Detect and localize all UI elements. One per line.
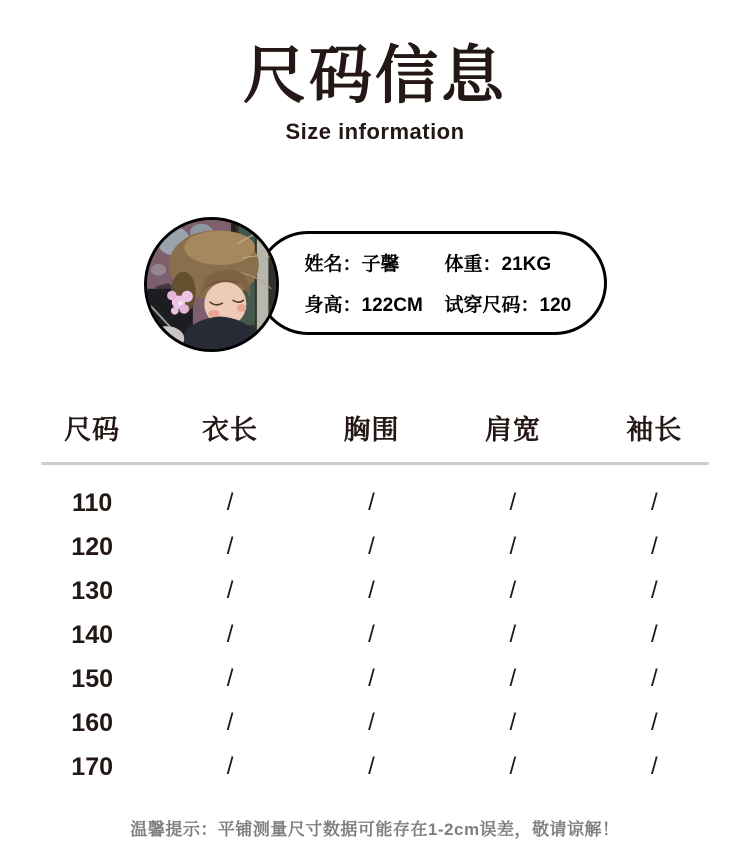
value-cell: /	[226, 533, 234, 561]
field-value: 122CM	[361, 295, 423, 317]
footer-note: 温馨提示：平铺测量尺寸数据可能存在1-2cm误差，敬请谅解！	[130, 820, 620, 840]
value-cell: /	[368, 665, 375, 693]
value-cell: /	[226, 665, 234, 693]
value-cell: /	[226, 621, 234, 649]
field-separator: ：	[482, 254, 502, 276]
value-cell: /	[509, 577, 517, 605]
column-header: 衣长	[202, 415, 259, 446]
size-cell: 130	[71, 576, 114, 605]
size-cell: 140	[71, 620, 114, 649]
column-header: 袖长	[626, 415, 683, 446]
value-cell: /	[650, 533, 658, 561]
table-body	[25, 481, 725, 789]
value-cell: /	[509, 709, 517, 737]
value-cell: /	[509, 489, 517, 517]
value-cell: /	[368, 621, 375, 649]
value-cell: /	[650, 621, 658, 649]
field-label: 试穿尺码	[444, 295, 521, 317]
value-cell: /	[509, 753, 517, 781]
size-table	[25, 408, 725, 789]
model-field-name	[305, 249, 445, 276]
field-label: 身高	[304, 295, 343, 317]
model-field-height	[305, 290, 445, 317]
model-field-weight	[445, 249, 572, 276]
table-row	[25, 613, 725, 657]
value-cell: /	[368, 709, 375, 737]
size-cell: 170	[71, 752, 114, 781]
field-label: 姓名	[304, 254, 343, 276]
size-cell: 120	[71, 532, 114, 561]
table-row	[25, 481, 725, 525]
table-row	[25, 701, 725, 745]
table-row	[25, 657, 725, 701]
model-info-card	[144, 217, 607, 352]
size-cell: 110	[71, 488, 113, 517]
field-separator: ：	[342, 254, 362, 276]
field-value: 子馨	[361, 254, 400, 276]
value-cell: /	[368, 533, 375, 561]
value-cell: /	[509, 665, 517, 693]
field-label: 体重	[444, 254, 483, 276]
value-cell: /	[226, 489, 234, 517]
page-title: 尺码信息	[243, 41, 507, 111]
size-cell: 150	[71, 664, 114, 693]
value-cell: /	[650, 753, 658, 781]
value-cell: /	[650, 665, 658, 693]
field-separator: ：	[342, 295, 362, 317]
value-cell: /	[368, 577, 375, 605]
table-row	[25, 569, 725, 613]
value-cell: /	[509, 621, 517, 649]
value-cell: /	[509, 533, 517, 561]
model-field-fit-size	[445, 290, 572, 317]
column-header: 胸围	[343, 415, 400, 446]
field-value: 120	[539, 295, 572, 317]
value-cell: /	[226, 709, 234, 737]
column-header: 肩宽	[484, 415, 541, 446]
header-divider	[41, 462, 709, 465]
value-cell: /	[368, 753, 375, 781]
value-cell: /	[650, 489, 658, 517]
value-cell: /	[368, 489, 375, 517]
model-info-pill	[256, 231, 607, 335]
model-photo	[144, 217, 279, 352]
value-cell: /	[226, 753, 234, 781]
column-header: 尺码	[64, 415, 121, 446]
table-row	[25, 745, 725, 789]
value-cell: /	[650, 577, 658, 605]
page-subtitle: Size information	[285, 119, 465, 145]
table-row	[25, 525, 725, 569]
value-cell: /	[650, 709, 658, 737]
model-fields	[305, 249, 572, 317]
field-separator: ：	[520, 295, 540, 317]
field-value: 21KG	[501, 254, 552, 276]
table-header-row	[25, 408, 725, 462]
size-cell: 160	[71, 708, 114, 737]
value-cell: /	[226, 577, 234, 605]
